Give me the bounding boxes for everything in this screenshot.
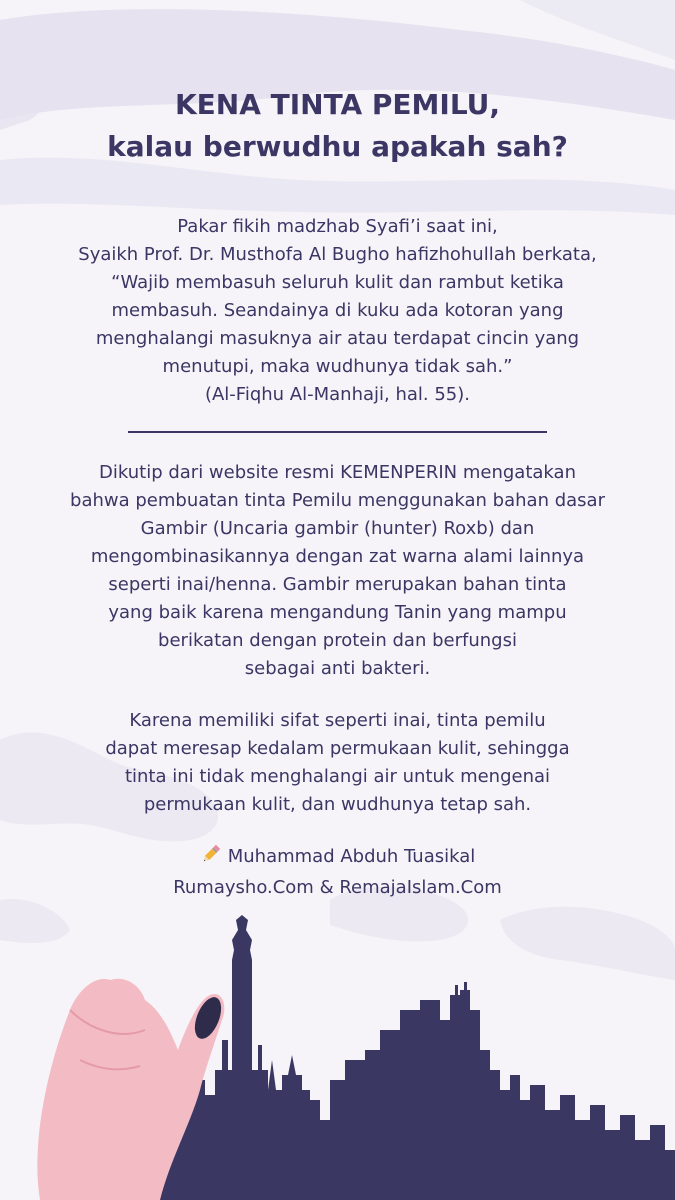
info-line: seperti inai/henna. Gambir merupakan bahan tinta (108, 574, 567, 595)
quote-paragraph (20, 213, 655, 409)
quote-line: (Al-Fiqhu Al-Manhaji, hal. 55). (204, 384, 471, 405)
page-title (0, 84, 675, 168)
title-line-2: kalau berwudhu apakah sah? (107, 130, 568, 163)
info-paragraph (20, 459, 655, 683)
conclusion-line: Karena memiliki sifat seperti inai, tinta pemilu (129, 710, 546, 731)
conclusion-line: tinta ini tidak menghalangi air untuk mengenai (124, 766, 551, 787)
divider (128, 431, 547, 433)
quote-line: Pakar fikih madzhab Syafi’i saat ini, (177, 216, 498, 237)
author-line (0, 843, 675, 874)
pencil-icon (200, 843, 222, 874)
conclusion-line: dapat meresap kedalam permukaan kulit, sehingga (105, 738, 570, 759)
author-credit (0, 843, 675, 902)
info-line: bahwa pembuatan tinta Pemilu menggunakan bahan dasar (70, 490, 605, 511)
info-line: sebagai anti bakteri. (244, 658, 431, 679)
info-line: yang baik karena mengandung Tanin yang mampu (108, 602, 567, 623)
author-sites: Rumaysho.Com & RemajaIslam.Com (173, 877, 502, 898)
info-line: Gambir (Uncaria gambir (hunter) Roxb) dan (140, 518, 535, 539)
conclusion-paragraph (20, 707, 655, 819)
conclusion-line: permukaan kulit, dan wudhunya tetap sah. (143, 794, 532, 815)
info-line: mengombinasikannya dengan zat warna alami lainnya (90, 546, 585, 567)
title-line-1: KENA TINTA PEMILU, (174, 88, 501, 121)
info-line: berikatan dengan protein dan berfungsi (158, 630, 517, 651)
quote-line: menutupi, maka wudhunya tidak sah.” (162, 356, 513, 377)
quote-line: menghalangi masuknya air atau terdapat cincin yang (95, 328, 580, 349)
info-line: Dikutip dari website resmi KEMENPERIN mengatakan (99, 462, 576, 483)
quote-line: membasuh. Seandainya di kuku ada kotoran yang (111, 300, 564, 321)
quote-line: Syaikh Prof. Dr. Musthofa Al Bugho hafizhohullah berkata, (78, 244, 597, 265)
quote-line: “Wajib membasuh seluruh kulit dan rambut ketika (111, 272, 564, 293)
author-name: Muhammad Abduh Tuasikal (227, 846, 476, 867)
